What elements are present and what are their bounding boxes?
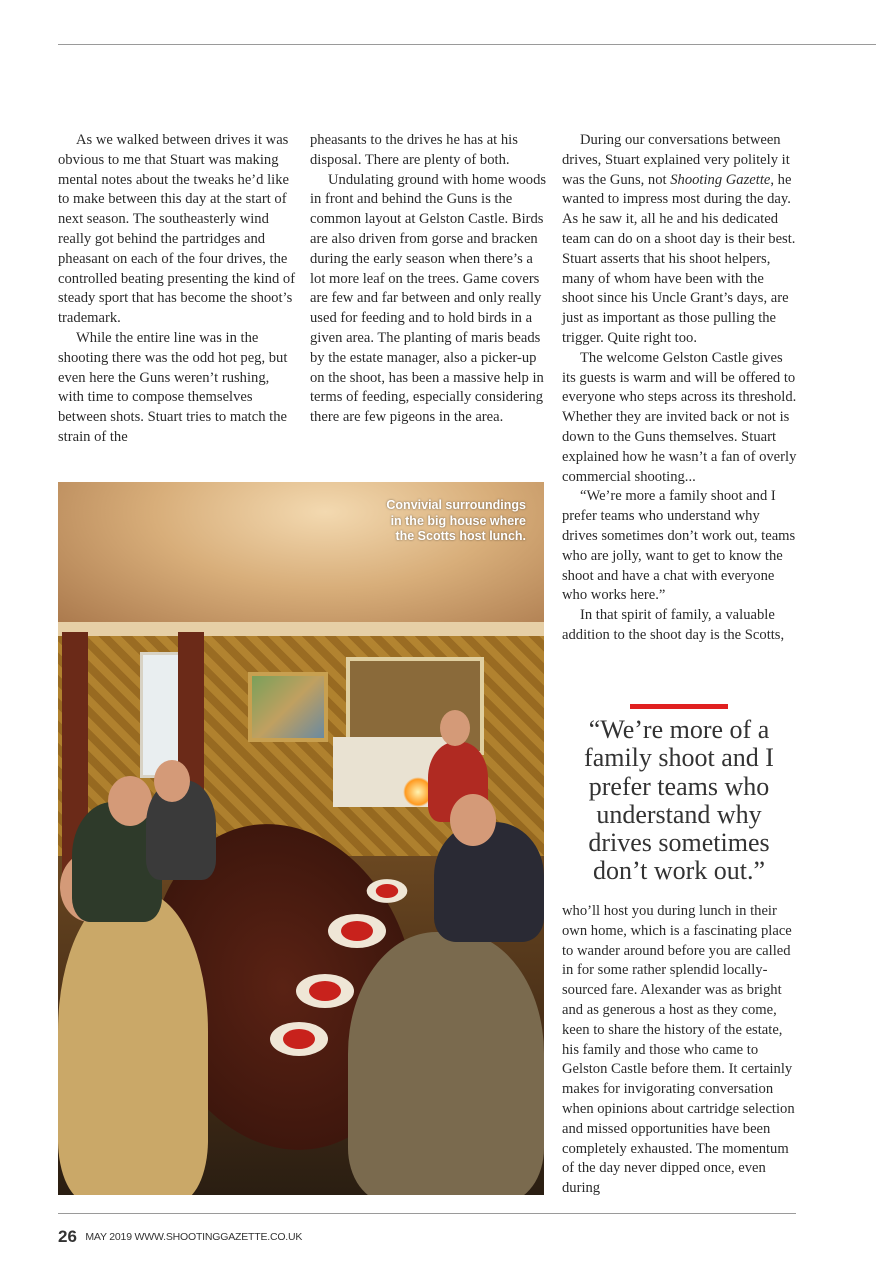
text-run: , he wanted to impress most during the day. As he saw it, all he and his dedicated team can do on a shoot day is their best. Stuart asserts that his shoot helpers, many of whom have been with the shoot since his Uncle Grant’s days, are just as important as those pulling the trigger. Quite right too. — [562, 171, 796, 346]
photo-plate — [367, 879, 408, 903]
pull-quote-accent-bar — [630, 704, 728, 709]
page-footer — [58, 1227, 302, 1247]
paragraph: “We’re more a family shoot and I prefer teams who understand why drives sometimes don’t work out, teams who are jolly, want to get to know the shoot and have a chat with everyone who works here.” — [562, 488, 796, 604]
paragraph: While the entire line was in the shooting there was the odd hot peg, but even here the Guns weren’t rushing, with time to compose themselves between shots. Stuart tries to match the strain of the — [58, 329, 288, 445]
photo-guest — [348, 932, 544, 1195]
issue-and-website: MAY 2019 WWW.SHOOTINGGAZETTE.CO.UK — [85, 1231, 303, 1243]
paragraph: As we walked between drives it was obvious to me that Stuart was making mental notes about the tweaks he’d like to make between this day at the start of next season. The southeasterly wind really got behind the partridges and pheasant on each of the four drives, the controlled beating presenting the kind of steady sport that has become the shoot’s trademark. — [58, 132, 296, 327]
photo-plate — [296, 974, 354, 1008]
photo-guest — [58, 892, 208, 1195]
article-column-3 — [562, 131, 798, 646]
text-run: During our conversations between drives, Stuart explained very politely it was the Guns, not — [562, 132, 790, 188]
photo-plate — [270, 1022, 328, 1056]
photo-guest-head — [440, 710, 470, 746]
article-column-3-continued — [562, 902, 798, 1199]
photo-plate — [328, 914, 386, 948]
paragraph — [562, 131, 798, 349]
paragraph: who’ll host you during lunch in their own home, which is a fascinating place to wander around before you are called in for some rather splendid locally-sourced fare. Alexander was as bright and as generous a host as they come, keen to share the history of the estate, his family and those who came to Gelston Castle before them. It certainly makes for invigorating conversation when opinions about cartridge selection and missed opportunities have been completely exhausted. The momentum of the day never dipped once, even during — [562, 903, 795, 1197]
bottom-rule — [58, 1213, 796, 1214]
article-column-2 — [310, 131, 548, 428]
paragraph: In that spirit of family, a valuable addition to the shoot day is the Scotts, — [562, 607, 785, 643]
publication-name: Shooting Gazette — [670, 171, 771, 188]
top-rule — [58, 44, 876, 45]
photo-guest-head — [154, 760, 190, 802]
photo-caption: Convivial surroundings in the big house where the Scotts host lunch. — [386, 498, 526, 543]
paragraph: Undulating ground with home woods in front and behind the Guns is the common layout at Gelston Castle. Birds are also driven from gorse and bracken during the early season when there’s a lot more leaf on the trees. Game covers are few and far between and only really used for feeding and to hold birds in a given area. The planting of maris beads by the estate manager, also a picker-up on the shoot, has been a massive help in terms of feeding, especially considering there are few pigeons in the area. — [310, 171, 547, 426]
photo-painting — [248, 672, 328, 742]
paragraph: The welcome Gelston Castle gives its guests is warm and will be offered to everyone who steps across its threshold. Whether they are invited back or not is down to the Guns themselves. Stuart explained how he wasn’t a fan of overly commercial shooting... — [562, 349, 797, 485]
dining-room-photo — [58, 482, 544, 1195]
pull-quote: “We’re more of a family shoot and I prefer teams who understand why drives sometimes don’t work out.” — [584, 715, 774, 886]
paragraph: pheasants to the drives he has at his disposal. There are plenty of both. — [310, 132, 518, 168]
photo-guest-head — [450, 794, 496, 846]
photo-cornice — [58, 622, 544, 636]
article-column-1 — [58, 131, 296, 448]
page-number: 26 — [58, 1227, 77, 1246]
photo-guest — [434, 822, 544, 942]
